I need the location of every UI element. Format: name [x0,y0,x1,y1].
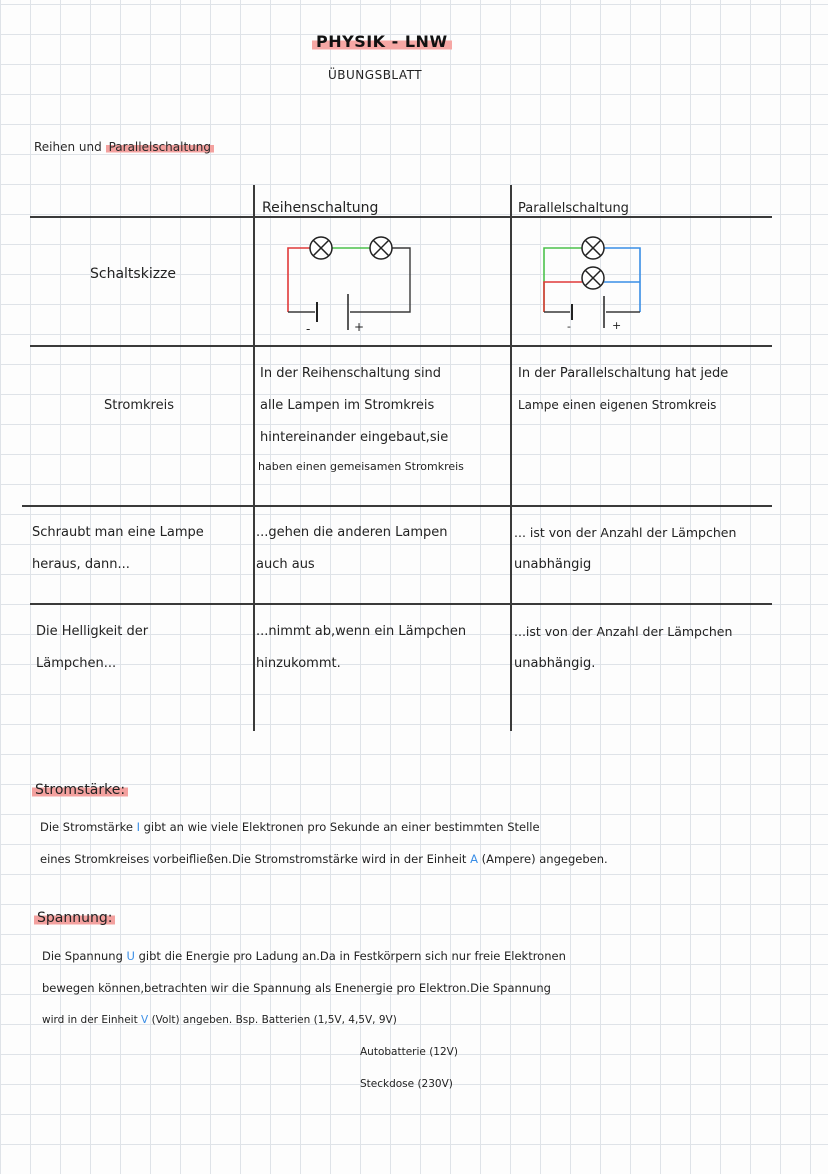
section-heading-schaltung [34,140,214,154]
symbol-A: A [470,852,478,866]
line-part: (Ampere) angegeben. [481,852,608,866]
row-label-helligkeit: Die Helligkeit der [36,624,149,639]
lamp-icon [370,237,392,259]
cell-text: In der Reihenschaltung sind [260,366,442,381]
table-divider-right [510,185,512,731]
page-subtitle: ÜBUNGSBLATT [328,68,423,82]
heading-part-reihen: Reihen und [34,140,102,154]
battery-icon [572,296,604,328]
line-part: gibt die Energie pro Ladung an.Da in Festkörpern sich nur freie Elektronen [138,949,566,963]
symbol-V: V [141,1014,149,1026]
cell-text: ...gehen die anderen Lampen [256,525,448,540]
table-line-row1 [30,345,772,347]
table-line-header [30,216,772,218]
table-divider-left [253,185,255,731]
table-line-row3 [30,603,772,605]
lamp-icon [310,237,332,259]
minus-sign: - [306,322,311,336]
line-part: gibt an wie viele Elektronen pro Sekunde an einer bestimmten Stelle [143,820,540,834]
stromstaerke-line-1 [40,820,540,834]
cell-text: ...ist von der Anzahl der Lämpchen [514,624,733,639]
row-label-schraubt: Schraubt man eine Lampe [32,525,204,540]
minus-sign: - [567,320,571,333]
plus-sign: + [354,320,365,334]
spannung-line-3 [42,1014,397,1026]
row-label-schaltskizze: Schaltskizze [90,266,177,282]
wire-blue [604,248,640,312]
wire-green [544,248,582,312]
battery-icon [317,294,348,330]
column-header-parallel: Parallelschaltung [518,201,629,216]
line-part: eines Stromkreises vorbeifließen.Die Stromstromstärke wird in der Einheit [40,852,467,866]
symbol-U: U [126,949,135,963]
wire-red [288,248,310,312]
column-header-reihe: Reihenschaltung [262,200,379,216]
stromstaerke-line-2 [40,852,608,866]
row-label-helligkeit-2: Lämpchen... [36,656,117,671]
cell-text: unabhängig. [514,656,596,671]
heading-label: Spannung: [34,910,115,926]
cell-text: alle Lampen im Stromkreis [260,398,435,413]
line-part: (Volt) angeben. Bsp. Batterien (1,5V, 4,5V, 9V) [151,1014,397,1026]
cell-text: ... ist von der Anzahl der Lämpchen [514,525,737,540]
section-heading-spannung [34,910,115,926]
plus-sign: + [612,319,622,332]
line-part: Die Spannung [42,949,123,963]
cell-text: In der Parallelschaltung hat jede [518,366,729,381]
line-part: Die Stromstärke [40,820,133,834]
table-line-row2 [22,505,772,507]
lamp-icon [582,267,604,289]
spannung-example-autobatterie: Autobatterie (12V) [360,1046,458,1058]
cell-text: unabhängig [514,557,592,572]
wire-red [544,282,582,312]
heading-part-parallel: Parallelschaltung [106,140,214,154]
row-label-schraubt-2: heraus, dann... [32,557,130,572]
cell-text: auch aus [256,557,315,572]
line-part: wird in der Einheit [42,1014,138,1026]
cell-text: hintereinander eingebaut,sie [260,430,449,445]
cell-text: hinzukommt. [256,656,341,671]
symbol-I: I [136,820,140,834]
lamp-icon [582,237,604,259]
spannung-line-1 [42,949,566,963]
spannung-line-2: bewegen können,betrachten wir die Spannung als Enenergie pro Elektron.Die Spannung [42,981,551,995]
parallel-circuit-diagram [536,232,656,342]
cell-text: Lampe einen eigenen Stromkreis [518,398,717,412]
cell-text: ...nimmt ab,wenn ein Lämpchen [256,624,467,639]
heading-label: Stromstärke: [32,782,128,798]
spannung-example-steckdose: Steckdose (230V) [360,1078,453,1090]
row-label-stromkreis: Stromkreis [104,398,174,413]
section-heading-stromstaerke [32,782,128,798]
page-title: PHYSIK - LNW [312,32,452,51]
series-circuit-diagram [280,232,420,342]
cell-text: haben einen gemeisamen Stromkreis [258,460,464,473]
